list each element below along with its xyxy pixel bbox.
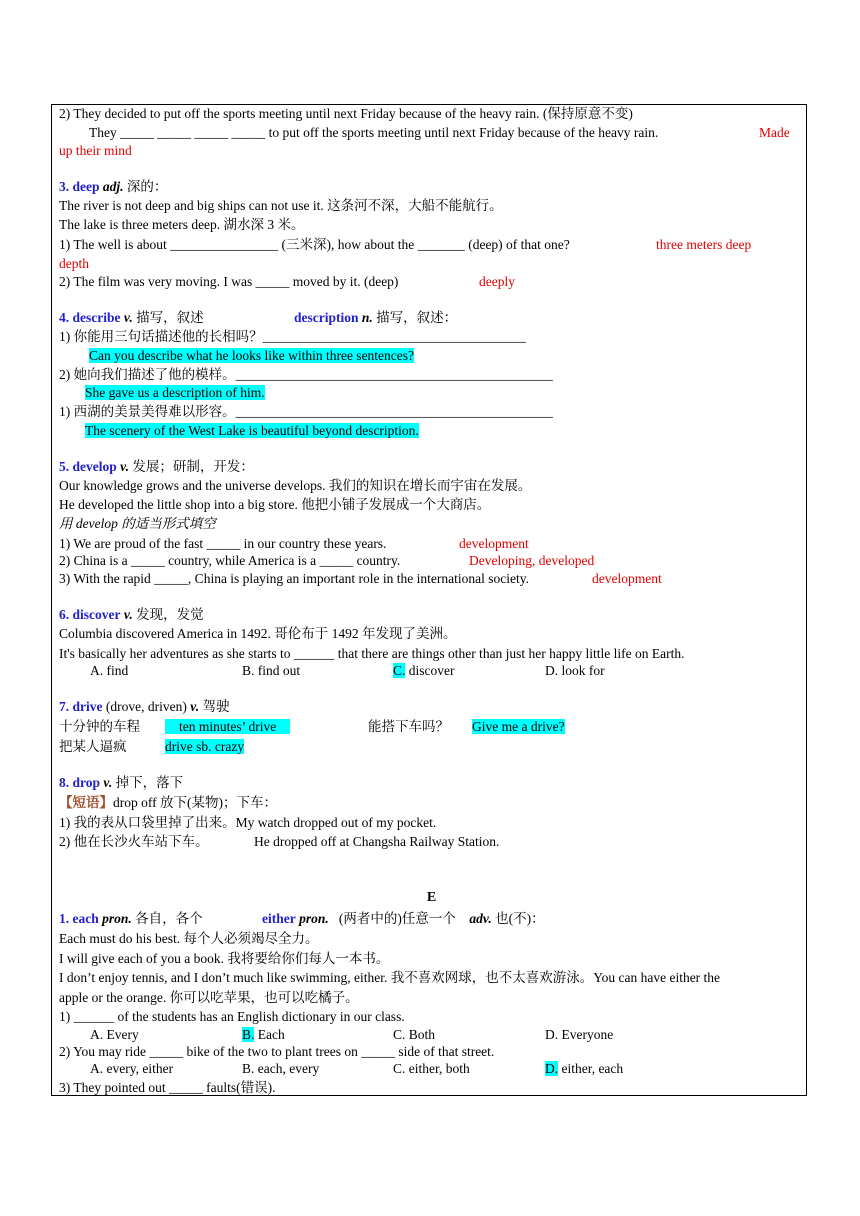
each-question-2: 2) You may ride _____ bike of the two to plant trees on _____ side of that street. <box>59 1044 495 1059</box>
discover-heading-pos: v. <box>123 607 133 622</box>
drive-heading-cn: 驾驶 <box>202 699 230 714</box>
drop-heading-word: 8. drop <box>59 775 101 790</box>
each-heading-cn: 各自，各个 <box>135 911 203 926</box>
drive-heading-forms: (drove, driven) <box>102 699 191 714</box>
drive-phrase-3-cn: 把某人逼疯 <box>59 739 127 754</box>
develop-heading <box>59 458 254 476</box>
describe-answer-2-text: She gave us a description of him. <box>85 385 265 400</box>
develop-heading-cn: 发展；研制，开发： <box>132 459 254 474</box>
describe-answer-2 <box>85 384 265 402</box>
each-q2-option-d <box>545 1060 623 1078</box>
describe-question-2: 2) 她向我们描述了他的模样。_______________________________________________ <box>59 367 553 382</box>
description-heading-cn: 描写，叙述： <box>376 310 458 325</box>
drive-heading-pos: v. <box>190 699 200 714</box>
develop-question-1: 1) We are proud of the fast _____ in our country these years. <box>59 536 387 551</box>
discover-option-d: D. look for <box>545 663 605 678</box>
each-q1-option-a: A. Every <box>90 1027 139 1042</box>
drop-example-2-en: He dropped off at Changsha Railway Station. <box>254 834 500 849</box>
either-example-3a: I don’t enjoy tennis, and I don’t much like swimming, either. 我不喜欢网球，也不太喜欢游泳。You can have either the <box>59 970 721 985</box>
describe-answer-3 <box>85 422 419 440</box>
each-q1-option-b-letter: B. <box>242 1027 255 1042</box>
develop-answer-2: Developing, developed <box>469 553 595 568</box>
deep-heading-word: 3. deep <box>59 179 100 194</box>
either-heading-cn: (两者中的)任意一个 <box>338 911 456 926</box>
describe-answer-1 <box>89 347 414 365</box>
discover-option-b: B. find out <box>242 663 301 678</box>
develop-answer-3: development <box>592 571 662 586</box>
drive-heading-word: 7. drive <box>59 699 103 714</box>
develop-question-3: 3) With the rapid _____, China is playing an important role in the international society. <box>59 571 529 586</box>
discover-question: It's basically her adventures as she starts to ______ that there are things other than just her happy little life on Earth. <box>59 646 685 661</box>
discover-option-c-text: discover <box>405 663 455 678</box>
either-heading-word: either <box>262 911 296 926</box>
drop-phrase-text: drop off 放下(某物)；下车： <box>113 795 277 810</box>
put-off-answer-b: up their mind <box>59 143 132 158</box>
description-heading <box>294 309 457 327</box>
describe-answer-3-text: The scenery of the West Lake is beautiful beyond description. <box>85 423 419 438</box>
each-q1-option-c: C. Both <box>393 1027 436 1042</box>
describe-heading-pos: v. <box>123 310 133 325</box>
drop-phrase-tag: 【短语】 <box>59 795 113 810</box>
either-heading <box>262 910 545 928</box>
each-heading <box>59 910 203 928</box>
deep-heading <box>59 178 167 196</box>
develop-answer-1: development <box>459 536 529 551</box>
deep-example-1: The river is not deep and big ships can not use it. 这条河不深，大船不能航行。 <box>59 198 503 213</box>
drive-heading <box>59 698 229 716</box>
describe-heading <box>59 309 204 327</box>
either-heading-pos-2: adv. <box>469 911 492 926</box>
discover-heading-word: 6. discover <box>59 607 121 622</box>
drive-phrase-2-cn: 能搭下车吗？ <box>368 719 449 734</box>
deep-question-1: 1) The well is about ________________ (三米深), how about the _______ (deep) of that one? <box>59 237 570 252</box>
drive-phrase-1-en-text: ten minutes’ drive <box>165 719 290 734</box>
put-off-answer-a: Made <box>759 125 790 140</box>
either-example-3b: apple or the orange. 你可以吃苹果，也可以吃橘子。 <box>59 990 359 1005</box>
drop-heading-cn: 掉下，落下 <box>115 775 184 790</box>
each-q2-option-a: A. every, either <box>90 1061 174 1076</box>
drive-phrase-3-en <box>165 738 244 756</box>
either-heading-pos: pron. <box>299 911 329 926</box>
each-q1-option-d: D. Everyone <box>545 1027 614 1042</box>
develop-question-2: 2) China is a _____ country, while America is a _____ country. <box>59 553 401 568</box>
deep-answer-1b: depth <box>59 256 89 271</box>
deep-heading-cn: 深的： <box>126 179 168 194</box>
each-question-1: 1) ______ of the students has an English dictionary in our class. <box>59 1009 405 1024</box>
discover-option-c <box>393 662 455 680</box>
put-off-question-2-line: They _____ _____ _____ _____ to put off the sports meeting until next Friday because of the heavy rain. <box>89 125 659 140</box>
each-q2-option-b: B. each, every <box>242 1061 320 1076</box>
either-heading-cn-2: 也(不)： <box>495 911 545 926</box>
drop-example-2-cn: 2) 他在长沙火车站下车。 <box>59 834 209 849</box>
each-q1-option-b <box>242 1026 285 1044</box>
each-example-2: I will give each of you a book. 我将要给你们每人一本书。 <box>59 951 390 966</box>
section-e-title: E <box>426 890 437 905</box>
discover-heading <box>59 606 204 624</box>
describe-question-3: 1) 西湖的美景美得难以形容。_______________________________________________ <box>59 404 553 419</box>
drive-phrase-2-en-text: Give me a drive? <box>472 719 565 734</box>
each-q2-option-c: C. either, both <box>393 1061 470 1076</box>
each-q2-option-d-letter: D. <box>545 1061 559 1076</box>
describe-answer-1-text: Can you describe what he looks like within three sentences? <box>89 348 415 363</box>
discover-heading-cn: 发现，发觉 <box>136 607 204 622</box>
deep-answer-1a: three meters deep <box>656 237 752 252</box>
drop-phrase <box>59 794 277 812</box>
drive-phrase-1-cn: 十分钟的车程 <box>59 719 140 734</box>
drop-example-1: 1) 我的表从口袋里掉了出来。My watch dropped out of my pocket. <box>59 815 437 830</box>
deep-question-2: 2) The film was very moving. I was _____ moved by it. (deep) <box>59 274 399 289</box>
each-question-3: 3) They pointed out _____ faults(错误). <box>59 1080 276 1095</box>
discover-example-1: Columbia discovered America in 1492. 哥伦布于 1492 年发现了美洲。 <box>59 626 457 641</box>
each-example-1: Each must do his best. 每个人必须竭尽全力。 <box>59 931 319 946</box>
each-q1-option-b-text: Each <box>254 1027 285 1042</box>
develop-heading-word: 5. develop <box>59 459 117 474</box>
develop-heading-pos: v. <box>120 459 130 474</box>
drive-phrase-1-en <box>165 718 290 736</box>
develop-instruction: 用 develop 的适当形式填空 <box>59 516 216 531</box>
put-off-question-2: 2) They decided to put off the sports meeting until next Friday because of the heavy rain. (保持原意不变) <box>59 106 633 121</box>
each-heading-pos: pron. <box>102 911 132 926</box>
describe-heading-word: 4. describe <box>59 310 121 325</box>
drop-heading <box>59 774 183 792</box>
description-heading-pos: n. <box>361 310 373 325</box>
each-q2-option-d-text: either, each <box>558 1061 624 1076</box>
discover-option-a: A. find <box>90 663 129 678</box>
each-heading-word: 1. each <box>59 911 99 926</box>
develop-example-1: Our knowledge grows and the universe develops. 我们的知识在增长而宇宙在发展。 <box>59 478 532 493</box>
develop-example-2: He developed the little shop into a big store. 他把小铺子发展成一个大商店。 <box>59 497 491 512</box>
description-heading-word: description <box>294 310 359 325</box>
deep-heading-pos: adj. <box>102 179 124 194</box>
drive-phrase-3-en-text: drive sb. crazy <box>165 739 245 754</box>
drop-heading-pos: v. <box>103 775 113 790</box>
deep-answer-2: deeply <box>479 274 515 289</box>
deep-example-2: The lake is three meters deep. 湖水深 3 米。 <box>59 217 305 232</box>
describe-heading-cn: 描写，叙述 <box>136 310 204 325</box>
describe-question-1: 1) 你能用三句话描述他的长相吗？_______________________________________ <box>59 329 526 344</box>
discover-option-c-letter: C. <box>393 663 406 678</box>
drive-phrase-2-en <box>472 718 565 736</box>
